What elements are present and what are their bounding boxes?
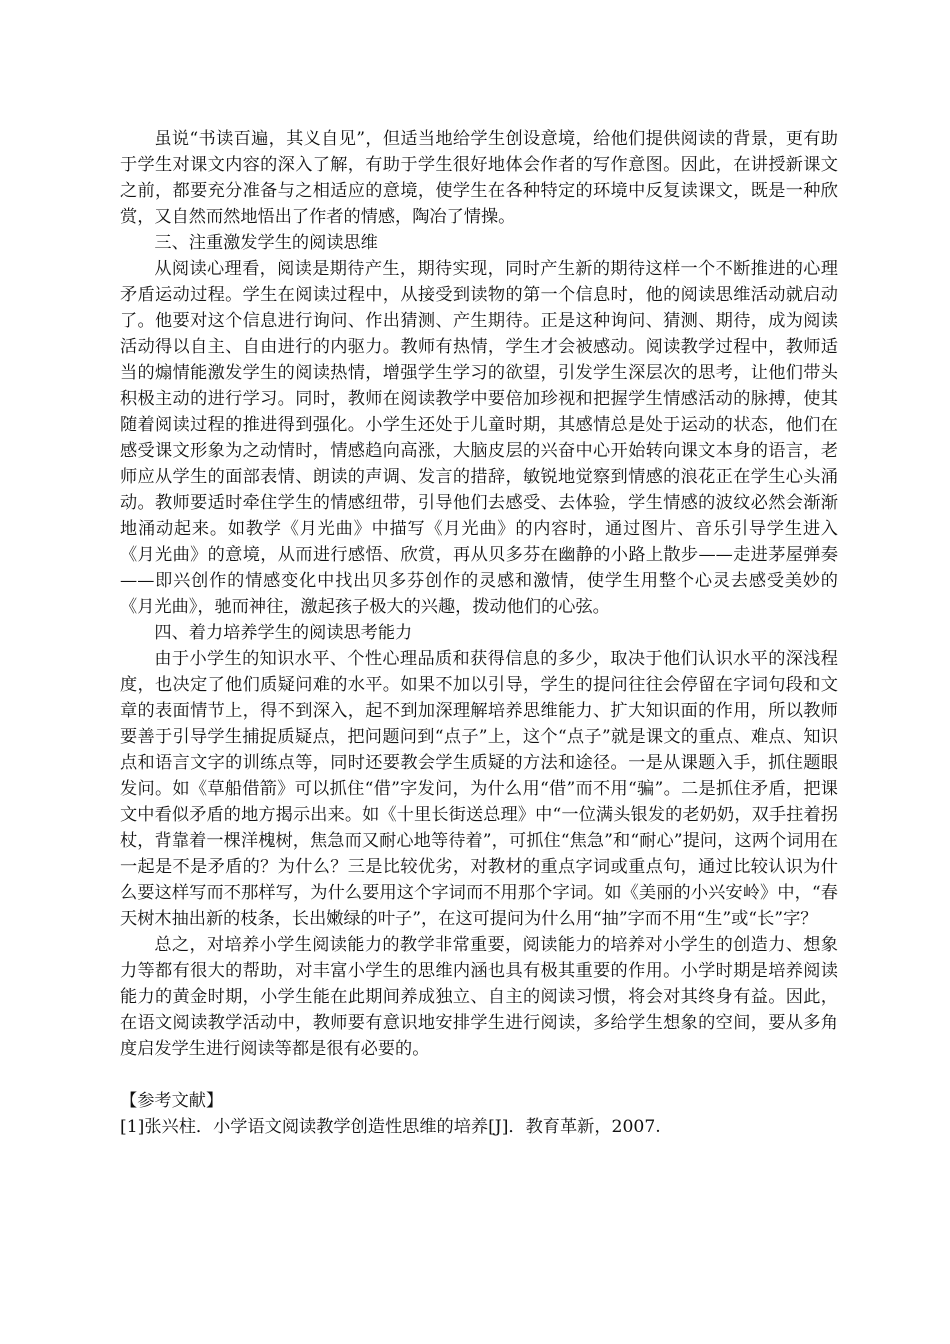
section-heading-4: 四、着力培养学生的阅读思考能力 [154, 623, 413, 643]
paragraph-thinking-ability: 由于小学生的知识水平、个性心理品质和获得信息的多少，取决于他们认识水平的深浅程度，也决定了他们质疑问难的水平。如果不加以引导，学生的提问往往会停留在字词句段和文章的表面情节上，得不到深入，起不到加深理解培养思维能力、扩大知识面的作用，所以教师要善于引导学生捕捉质疑点，把问题问到“点子”上，这个“点子”就是课文的重点、难点、知识点和语言文字的训练点等，同时还要教会学生质疑的方法和途径。一是从课题入手，抓住题眼发问。如《草船借箭》可以抓住“借”字发问，为什么用“借”而不用“骗”。二是抓住矛盾，把课文中看似矛盾的地方揭示出来。如《十里长街送总理》中“一位满头银发的老奶奶，双手拄着拐杖，背靠着一棵洋槐树，焦急而又耐心地等待着”，可抓住“焦急”和“耐心”提问，这两个词用在一起是不是矛盾的？为什么？三是比较优劣，对教材的重点字词或重点句，通过比较认识为什么要这样写而不那样写，为什么要用这个字词而不用那个字词。如《美丽的小兴安岭》中，“春天树木抽出新的枝条，长出嫩绿的叶子”，在这可提问为什么用“抽”字而不用“生”或“长”字？ [120, 649, 838, 929]
paragraph-reading-context: 虽说“书读百遍，其义自见”，但适当地给学生创设意境，给他们提供阅读的背景，更有助于学生对课文内容的深入了解，有助于学生很好地体会作者的写作意图。因此，在讲授新课文之前，都要充分准备与之相适应的意境，使学生在各种特定的环境中反复读课文，既是一种欣赏，又自然而然地悟出了作者的情感，陶冶了情操。 [120, 129, 838, 227]
paragraph-conclusion: 总之，对培养小学生阅读能力的教学非常重要，阅读能力的培养对小学生的创造力、想象力等都有很大的帮助，对丰富小学生的思维内涵也具有极其重要的作用。小学时期是培养阅读能力的黄金时期，小学生能在此期间养成独立、自主的阅读习惯，将会对其终身有益。因此，在语文阅读教学活动中，教师要有意识地安排学生进行阅读，多给学生想象的空间，要从多角度启发学生进行阅读等都是很有必要的。 [120, 935, 838, 1059]
references-title: 【参考文献】 [120, 1091, 224, 1111]
spacer [120, 1062, 838, 1088]
paragraph-reading-thinking: 从阅读心理看，阅读是期待产生，期待实现，同时产生新的期待这样一个不断推进的心理矛盾运动过程。学生在阅读过程中，从接受到读物的第一个信息时，他的阅读思维活动就启动了。他要对这个信息进行询问、作出猜测、产生期待。正是这种询问、猜测、期待，成为阅读活动得以自主、自由进行的内驱力。教师有热情，学生才会被感动。阅读教学过程中，教师适当的煽情能激发学生的阅读热情，增强学生学习的欲望，引发学生深层次的思考，让他们带头积极主动的进行学习。同时，教师在阅读教学中要倍加珍视和把握学生情感活动的脉搏，使其随着阅读过程的推进得到强化。小学生还处于儿童时期，其感情总是处于运动的状态，他们在感受课文形象为之动情时，情感趋向高涨，大脑皮层的兴奋中心开始转向课文本身的语言，老师应从学生的面部表情、朗读的声调、发言的措辞，敏锐地觉察到情感的浪花正在学生心头涌动。教师要适时牵住学生的情感纽带，引导他们去感受、去体验，学生情感的波纹必然会渐渐地涌动起来。如教学《月光曲》中描写《月光曲》的内容时，通过图片、音乐引导学生进入《月光曲》的意境，从而进行感悟、欣赏，再从贝多芬在幽静的小路上散步——走进茅屋弹奏——即兴创作的情感变化中找出贝多芬创作的灵感和激情，使学生用整个心灵去感受美妙的《月光曲》，驰而神往，激起孩子极大的兴趣，拨动他们的心弦。 [120, 259, 838, 617]
document-page [120, 126, 838, 1140]
section-heading-3: 三、注重激发学生的阅读思维 [154, 233, 378, 253]
reference-item: [1]张兴柱．小学语文阅读教学创造性思维的培养[J]．教育革新，2007. [120, 1117, 661, 1137]
